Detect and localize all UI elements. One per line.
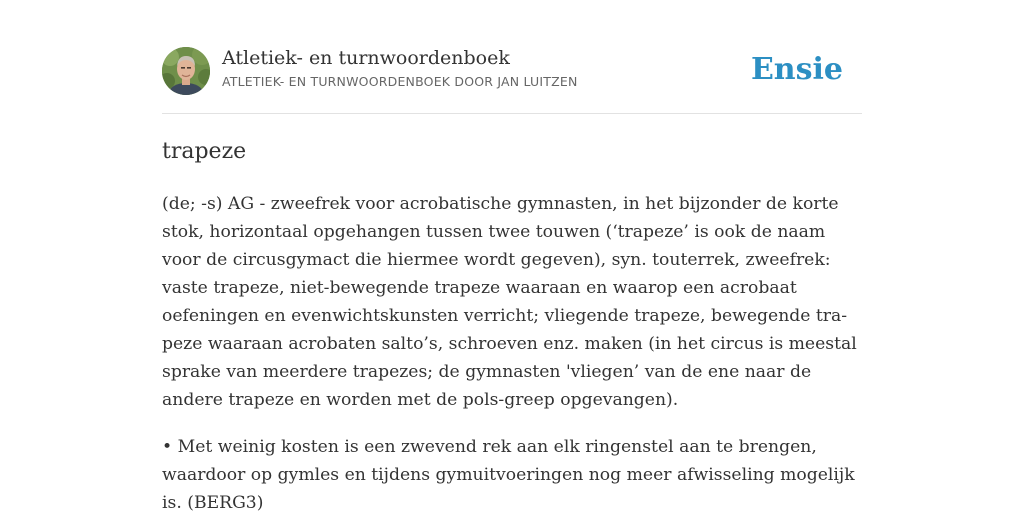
entry-example: • Met weinig kosten is een zwevend rek aan elk ringenstel aan te brengen, waardoor op gymles en tijdens gymuitvoeringen nog meer afwisseling mogelijk is. (BERG3) (162, 437, 855, 512)
dictionary-header (162, 46, 862, 96)
dictionary-subtitle[interactable]: ATLETIEK- EN TURNWOORDENBOEK DOOR JAN LUITZEN (222, 74, 578, 89)
ensie-logo-link[interactable]: Ensie (750, 52, 843, 87)
page (162, 0, 862, 512)
entry-term: trapeze (162, 139, 247, 164)
author-portrait-icon (162, 47, 210, 95)
author-avatar[interactable] (162, 47, 210, 95)
header-divider (162, 113, 862, 114)
dictionary-title[interactable]: Atletiek- en turnwoordenboek (222, 47, 510, 69)
entry-definition: (de; -s) AG - zweefrek voor acrobatische gymnasten, in het bijzonder de korte stok, horizontaal opgehangen tussen twee touwen (‘trapeze’ is ook de naam voor de circusgymact die hiermee wordt gegeven), syn. touterrek, zweefrek: vaste trapeze, niet-bewegende trapeze waaraan en waarop een acrobaat oefeningen en evenwichtskunsten verricht; vliegende trapeze, bewegende tra-peze waaraan acrobaten salto’s, schroeven enz. maken (in het circus is meestal sprake van meerdere trapezes; de gymnasten 'vliegen’ van de ene naar de andere trapeze en worden met de pols-greep opgevangen). (162, 194, 857, 410)
